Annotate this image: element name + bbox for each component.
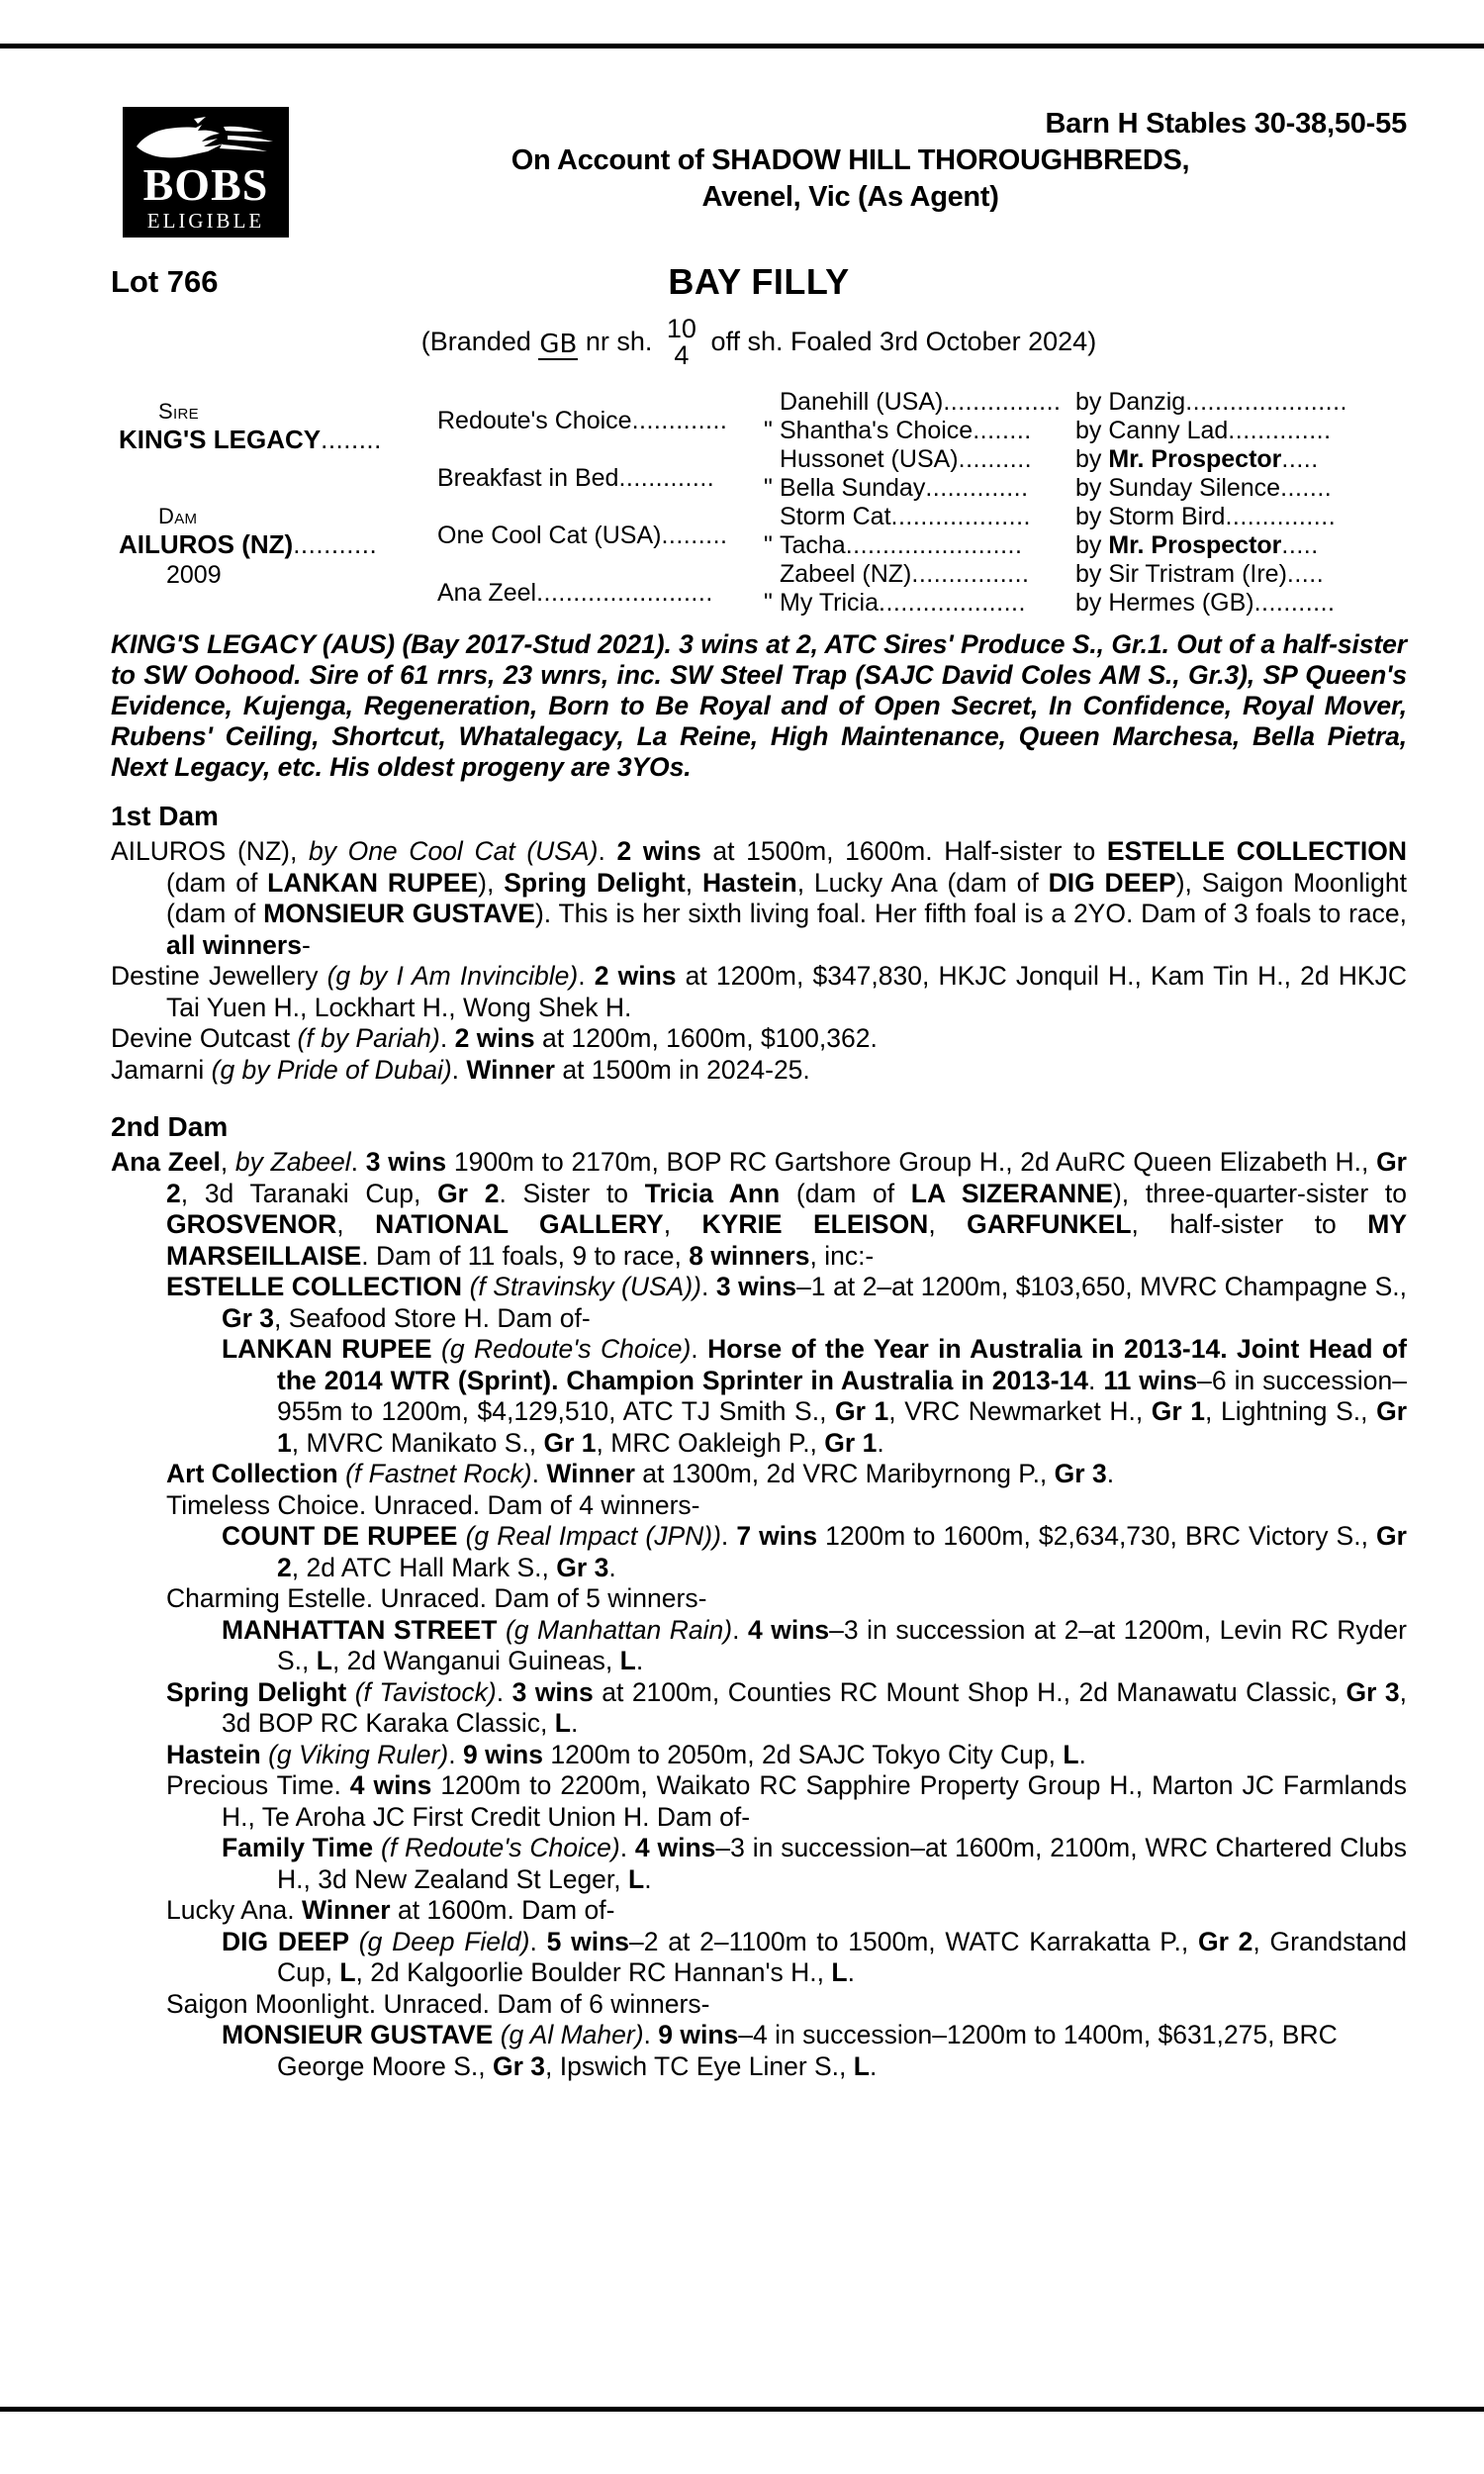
dam-group — [119, 503, 425, 590]
vendor-block — [294, 105, 1407, 216]
first-dam-heading: 1st Dam — [111, 801, 219, 831]
dam-label: Dam — [158, 504, 198, 528]
pedigree-gen4-item: by Mr. Prospector..... — [1075, 445, 1319, 473]
dam-year: 2009 — [166, 561, 222, 589]
pedigree-gen3-item: " My Tricia.................... — [764, 589, 1026, 617]
pedigree-gen3-item: " Shantha's Choice........ — [764, 417, 1032, 444]
pedigree-entry: MONSIEUR GUSTAVE (g Al Maher). 9 wins–4 in succession–1200m to 1400m, $631,275, BRC George Moore S., Gr 3, Ipswich TC Eye Liner S., L. — [222, 2020, 1338, 2081]
bobs-eligible-text: ELIGIBLE — [146, 209, 265, 233]
barn-stables-line: Barn H Stables 30-38,50-55 — [1045, 108, 1407, 140]
brand-mid: nr sh. — [585, 327, 653, 357]
sire-group — [119, 398, 425, 455]
pedigree-entry: Hastein (g Viking Ruler). 9 wins 1200m to 2050m, 2d SAJC Tokyo City Cup, L. — [166, 1739, 1086, 1769]
pedigree-gen4-item: by Sunday Silence....... — [1075, 474, 1333, 502]
pedigree-entry: Charming Estelle. Unraced. Dam of 5 winners- — [166, 1583, 707, 1613]
brand-numerator: 10 — [666, 314, 696, 343]
bobs-wordmark: BOBS — [142, 159, 269, 210]
second-dam-heading: 2nd Dam — [111, 1111, 229, 1142]
bobs-eligible-logo — [123, 107, 289, 238]
pedigree-gen4-item: by Mr. Prospector..... — [1075, 531, 1319, 559]
pedigree-entry: AILUROS (NZ), by One Cool Cat (USA). 2 wins at 1500m, 1600m. Half-sister to ESTELLE COLLECTION (dam of LANKAN RUPEE), Spring Delight, Hastein, Lucky Ana (dam of DIG DEEP), Saigon Moonlight (dam of MONSIEUR GUSTAVE). This is her sixth living foal. Her fifth foal is a 2YO. Dam of 3 foals to race, all winners- — [111, 836, 1408, 960]
pedigree-entry: Family Time (f Redoute's Choice). 4 wins–3 in succession–at 1600m, 2100m, WRC Chartered Clubs H., 3d New Zealand St Leger, L. — [222, 1833, 1407, 1894]
header — [111, 97, 1407, 255]
pedigree-entry: Timeless Choice. Unraced. Dam of 4 winners- — [166, 1489, 700, 1520]
pedigree-table — [111, 386, 1407, 619]
pedigree-entry: LANKAN RUPEE (g Redoute's Choice). Horse of the Year in Australia in 2013-14. Joint Head of the 2014 WTR (Sprint). Champion Sprinter in Australia in 2013-14. 11 wins–6 in succession–955m to 1200m, $4,129,510, ATC TJ Smith S., Gr 1, VRC Newmarket H., Gr 1, Lightning S., Gr 1, MVRC Manikato S., Gr 1, MRC Oakleigh P., Gr 1. — [222, 1334, 1408, 1458]
brand-line — [111, 314, 1407, 370]
sire-label: Sire — [158, 399, 199, 424]
pedigree-column-great-grandparents — [764, 386, 1080, 618]
pedigree-gen2-item: Redoute's Choice............. — [437, 407, 728, 434]
pedigree-entry: Precious Time. 4 wins 1200m to 2200m, Waikato RC Sapphire Property Group H., Marton JC Farmlands H., Te Aroha JC First Credit Union H. Dam of- — [166, 1770, 1407, 1832]
sire-name: KING'S LEGACY........ — [119, 425, 382, 454]
pedigree-gen4-item: by Danzig...................... — [1075, 388, 1347, 416]
pedigree-gen3-item: Danehill (USA)................ — [780, 388, 1062, 416]
sire-summary-paragraph: KING'S LEGACY (AUS) (Bay 2017-Stud 2021). 3 wins at 2, ATC Sires' Produce S., Gr.1. Out of a half-sister to SW Oohood. Sire of 61 rnrs, 23 wnrs, inc. SW Steel Trap (SAJC David Coles AM S., Gr.3), SP Queen's Evidence, Kujenga, Regeneration, Born to Be Royal and of Open Secret, In Confidence, Royal Mover, Rubens' Ceiling, Shortcut, Whatalegacy, La Reine, High Maintenance, Queen Marchesa, Bella Pietra, Next Legacy, etc. His oldest progeny are 3YOs. — [111, 629, 1407, 782]
brand-fraction — [660, 316, 703, 369]
pedigree-gen2-item: Ana Zeel........................ — [437, 579, 713, 607]
pedigree-entry: Art Collection (f Fastnet Rock). Winner at 1300m, 2d VRC Maribyrnong P., Gr 3. — [166, 1459, 1115, 1488]
account-line-2: Avenel, Vic (As Agent) — [701, 181, 999, 213]
pedigree-entry: Jamarni (g by Pride of Dubai). Winner at 1500m in 2024-25. — [111, 1054, 810, 1085]
page-top-rule — [0, 44, 1484, 48]
pedigree-gen2-item: One Cool Cat (USA)......... — [437, 522, 728, 549]
pedigree-column-sire-lines — [1075, 386, 1412, 618]
pedigree-gen3-item: " Bella Sunday.............. — [764, 474, 1029, 502]
pedigree-entry: Ana Zeel, by Zabeel. 3 wins 1900m to 2170m, BOP RC Gartshore Group H., 2d AuRC Queen Elizabeth H., Gr 2, 3d Taranaki Cup, Gr 2. Sister to Tricia Ann (dam of LA SIZERANNE), three-quarter-sister to GROSVENOR, NATIONAL GALLERY, KYRIE ELEISON, GARFUNKEL, half-sister to MY MARSEILLAISE. Dam of 11 foals, 9 to race, 8 winners, inc:- — [111, 1147, 1408, 1271]
pedigree-gen3-item: Storm Cat................... — [780, 503, 1032, 530]
pedigree-gen3-item: Hussonet (USA).......... — [780, 445, 1033, 473]
second-dam-entries — [111, 1147, 1407, 2082]
colour-and-sex: BAY FILLY — [668, 261, 850, 302]
brand-denominator: 4 — [674, 340, 690, 370]
dam-name: AILUROS (NZ)........... — [119, 529, 378, 559]
pedigree-gen3-item: Zabeel (NZ)................ — [780, 560, 1030, 588]
pedigree-entry: Saigon Moonlight. Unraced. Dam of 6 winners- — [166, 1988, 710, 2019]
page-bottom-rule — [0, 2407, 1484, 2412]
lot-number: Lot 766 — [111, 264, 219, 299]
pedigree-entry: MANHATTAN STREET (g Manhattan Rain). 4 wins–3 in succession at 2–at 1200m, Levin RC Ryder S., L, 2d Wanganui Guineas, L. — [222, 1614, 1407, 1675]
account-line-1: On Account of SHADOW HILL THOROUGHBREDS, — [510, 144, 1190, 176]
pedigree-gen2-item: Breakfast in Bed............. — [437, 464, 715, 492]
pedigree-entry: Destine Jewellery (g by I Am Invincible). 2 wins at 1200m, $347,830, HKJC Jonquil H., Kam Tin H., 2d HKJC Tai Yuen H., Lockhart H., Wong Shek H. — [111, 961, 1407, 1022]
pedigree-gen4-item: by Storm Bird............... — [1075, 503, 1337, 530]
pedigree-gen3-item: " Tacha........................ — [764, 531, 1023, 559]
first-dam-entries — [111, 836, 1407, 1086]
pedigree-entry: Spring Delight (f Tavistock). 3 wins at 2100m, Counties RC Mount Shop H., 2d Manawatu Classic, Gr 3, 3d BOP RC Karaka Classic, L. — [166, 1676, 1407, 1738]
pedigree-entry: ESTELLE COLLECTION (f Stravinsky (USA)). 3 wins–1 at 2–at 1200m, $103,650, MVRC Champagne S., Gr 3, Seafood Store H. Dam of- — [166, 1272, 1407, 1333]
brand-prefix: (Branded — [420, 327, 531, 357]
pedigree-entry: COUNT DE RUPEE (g Real Impact (JPN)). 7 wins 1200m to 1600m, $2,634,730, BRC Victory S., Gr 2, 2d ATC Hall Mark S., Gr 3. — [222, 1521, 1407, 1582]
pedigree-gen4-item: by Canny Lad.............. — [1075, 417, 1332, 444]
brand-symbol: GB — [539, 330, 578, 360]
brand-suffix: off sh. Foaled 3rd October 2024) — [710, 327, 1097, 357]
pedigree-gen4-item: by Hermes (GB)........... — [1075, 589, 1336, 617]
pedigree-entry: DIG DEEP (g Deep Field). 5 wins–2 at 2–1100m to 1500m, WATC Karrakatta P., Gr 2, Grandstand Cup, L, 2d Kalgoorlie Boulder RC Hannan's H., L. — [222, 1926, 1407, 1987]
pedigree-gen4-item: by Sir Tristram (Ire)..... — [1075, 560, 1325, 588]
page-content — [111, 97, 1407, 2082]
lot-row — [111, 261, 1407, 315]
pedigree-entry: Devine Outcast (f by Pariah). 2 wins at 1200m, 1600m, $100,362. — [111, 1023, 878, 1053]
pedigree-entry: Lucky Ana. Winner at 1600m. Dam of- — [166, 1895, 615, 1925]
